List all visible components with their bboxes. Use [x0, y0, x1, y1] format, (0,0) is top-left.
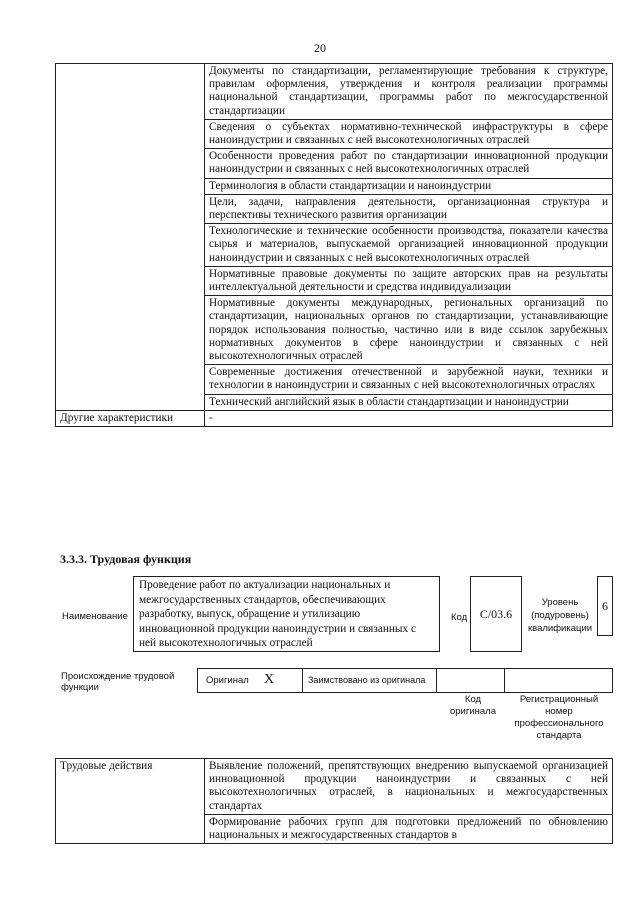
original-label: Оригинал	[206, 675, 249, 686]
function-name-box: Проведение работ по актуализации национальных и межгосударственных стандартов, обеспечивающих разработку, выпуск, обращение и утилизацию инновационной продукции наноиндустрии и связанных с ней высокотехнологичных отраслей	[133, 576, 440, 652]
table-label-cell	[56, 64, 205, 411]
original-mark: X	[264, 672, 275, 687]
origin-table	[197, 668, 613, 693]
table-cell: Современные достижения отечественной и зарубежной науки, техники и технологии в наноиндустрии и связанных с ней высокотехнологичных отраслях	[205, 365, 613, 394]
borrowed-label: Заимствовано из оригинала	[308, 675, 426, 685]
original-code-cell	[436, 669, 505, 692]
table-cell: Особенности проведения работ по стандартизации инновационной продукции наноиндустрии и связанных с ней высокотехнологичных отраслей	[205, 149, 613, 178]
knowledge-table	[55, 63, 613, 427]
table-cell: Выявление положений, препятствующих внедрению выпускаемой организацией инновационной продукции наноиндустрии и связанных с ней высокотехнологичных отраслей, в национальных и межгосударственных стандартах	[205, 759, 613, 815]
section-title: 3.3.3. Трудовая функция	[60, 552, 192, 566]
code-value-box: C/03.6	[470, 576, 522, 652]
code-caption: Код оригинала	[449, 694, 496, 717]
borrowed-cell	[302, 669, 437, 692]
table-cell: Документы по стандартизации, регламентирующие требования к структуре, правилам оформления, утверждения и контроля реализации программы национальной стандартизации, программы работ по межгосударственной стандартизации	[205, 64, 613, 120]
level-value-box: 6	[597, 576, 613, 636]
other-characteristics-label: Другие характеристики	[56, 410, 205, 426]
table-cell: Технический английский язык в области стандартизации и наноиндустрии	[205, 394, 613, 410]
name-label: Наименование	[62, 611, 128, 622]
reg-caption: Регистрационный номер профессионального стандарта	[514, 694, 604, 741]
origin-label: Происхождение трудовой функции	[61, 671, 175, 693]
actions-table	[55, 758, 613, 844]
table-cell: Цели, задачи, направления деятельности, организационная структура и перспективы технического развития организации	[205, 194, 613, 223]
table-cell: Нормативные правовые документы по защите авторских прав на результаты интеллектуальной деятельности и средства индивидуализации	[205, 266, 613, 295]
other-characteristics-value: -	[205, 410, 613, 426]
table-cell: Терминология в области стандартизации и наноиндустрии	[205, 178, 613, 194]
table-cell: Нормативные документы международных, региональных организаций по стандартизации, национальных органов по стандартизации, устанавливающие порядок использования полностью, частично или в виде ссылок зарубежных нормативных документов в сфере наноиндустрии и связанных с ней высокотехнологичных отраслей	[205, 296, 613, 365]
table-row	[56, 410, 613, 426]
table-cell: Формирование рабочих групп для подготовки предложений по обновлению национальных и межгосударственных стандартов в	[205, 814, 613, 843]
level-label: Уровень (подуровень) квалификации	[528, 597, 593, 634]
table-row	[56, 759, 613, 815]
code-label: Код	[451, 612, 468, 623]
table-row	[56, 64, 613, 120]
table-cell: Сведения о субъектах нормативно-технической инфраструктуры в сфере наноиндустрии и связанных с ней высокотехнологичных отраслей	[205, 119, 613, 148]
actions-label: Трудовые действия	[56, 759, 205, 844]
table-cell: Технологические и технические особенности производства, показатели качества сырья и материалов, выпускаемой организацией инновационной продукции наноиндустрии и связанных с ней высокотехнологичных отраслей	[205, 224, 613, 267]
original-cell	[198, 669, 303, 692]
page-number: 20	[314, 41, 326, 55]
